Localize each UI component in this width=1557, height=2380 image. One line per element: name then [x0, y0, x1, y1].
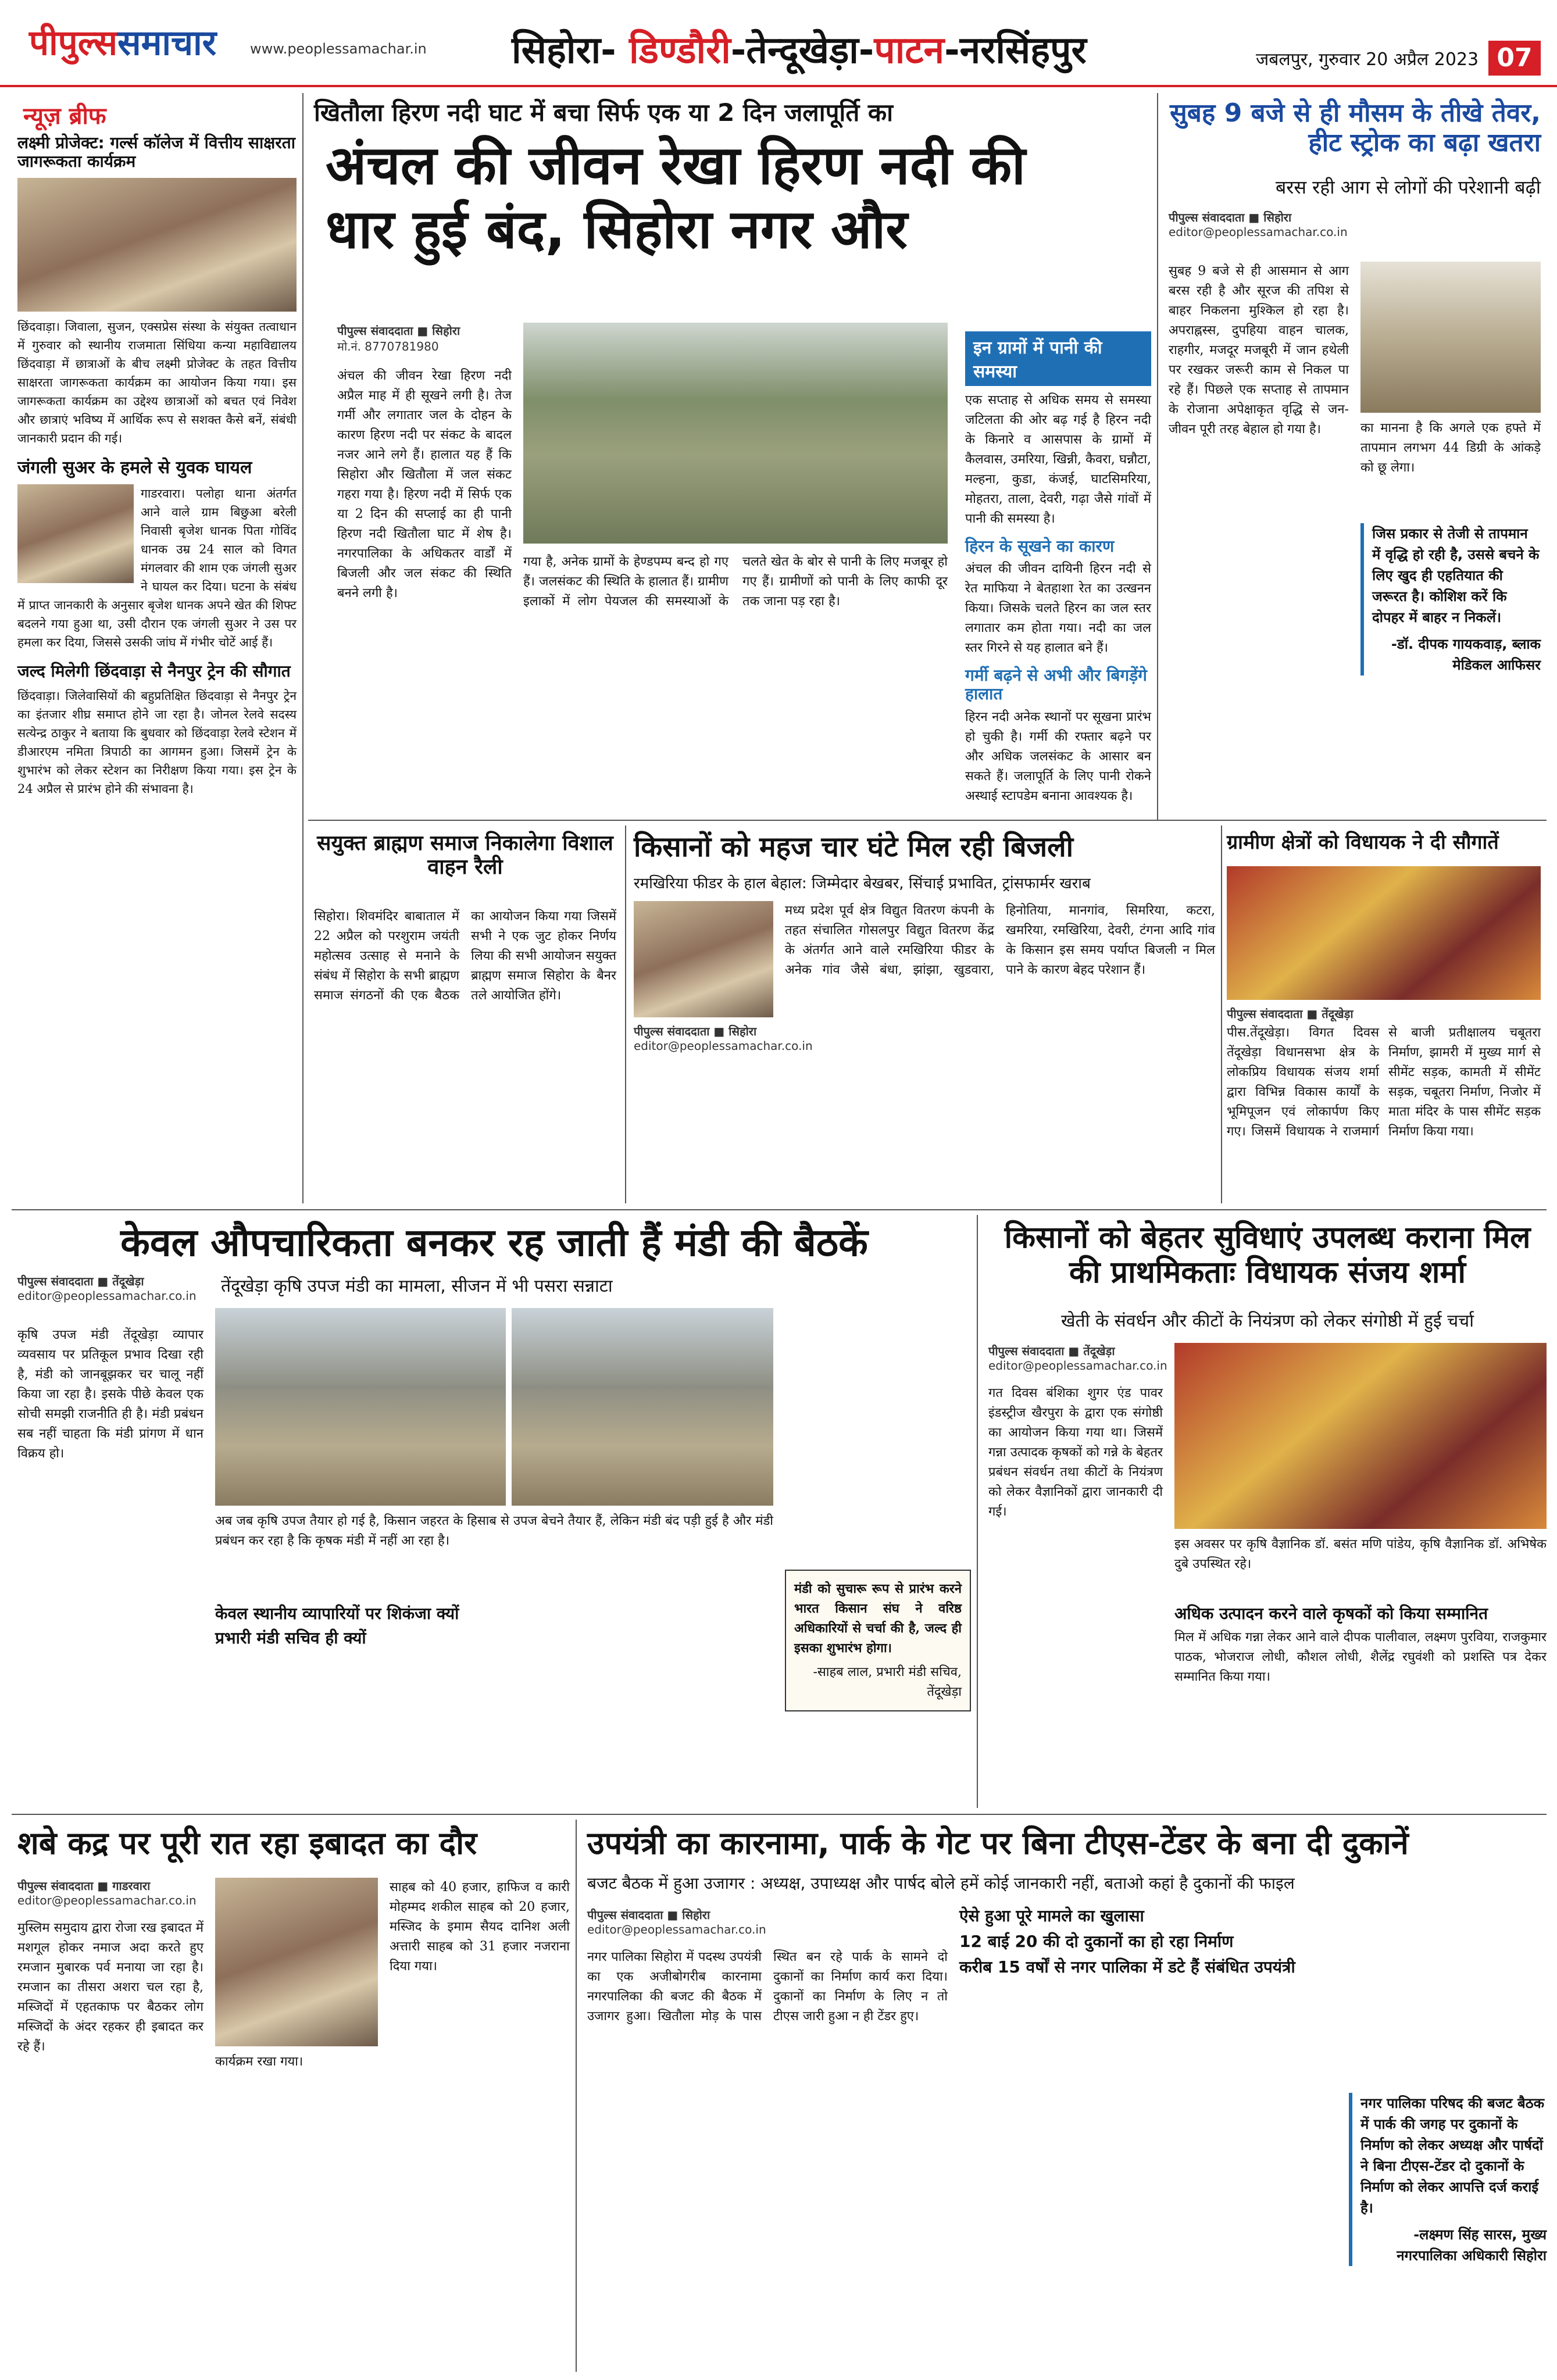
byline-text: पीपुल्स संवाददाता ■ सिहोरा [634, 1024, 757, 1038]
edition-part: डिण्डौरी [616, 29, 731, 72]
email: editor@peoplessamachar.co.in [1169, 225, 1348, 239]
edition-part: -नरसिंहपुर [944, 29, 1087, 72]
dry-river-photo [523, 323, 948, 544]
subhead: करीब 15 वर्षों से नगर पालिका में डटे हैं संबंधित उपयंत्री [959, 1957, 1295, 1977]
students-photo [17, 178, 297, 312]
rally-body: सिहोरा। शिवमंदिर बाबाताल में 22 अप्रैल को परशुराम जयंती महोत्सव उत्साह से मनाने के संबंध में सिहोरा के सभी ब्राह्मण समाज संगठनों की एक बैठक का आयोजन किया गया जिसमें सभी ने एक जुट होकर निर्णय लिया की सभी आयोजन सयुक्त ब्राह्मण समाज सिहोरा के बैनर तले आयोजित होंगे। [314, 909, 616, 1003]
edition-part: पाटन [874, 29, 945, 72]
subhead: हिरन के सूखने का कारण [965, 537, 1115, 556]
farmers-photo-caption: इस अवसर पर कृषि वैज्ञानिक डॉ. बसंत मणि पांडेय, कृषि वैज्ञानिक डॉ. अभिषेक दुबे उपस्थित रहे। [1174, 1537, 1547, 1571]
farmers-deck: खेती के संवर्धन और कीटों के नियंत्रण को लेकर संगोष्ठी में हुई चर्चा [1060, 1311, 1474, 1331]
subhead: प्रभारी मंडी सचिव ही क्यों [215, 1628, 366, 1648]
lead-body: अंचल की जीवन रेखा हिरण नदी अप्रैल माह में ही सूखने लगी है। तेज गर्मी और लगातार जल के दोहन के कारण हिरण नदी पर संकट के बादल नजर आने लगे हैं। हालात यह हैं कि सिहोरा और खितौला में जल संकट गहरा गया है। हिरण नदी में सिर्फ एक या 2 दिन की सप्लाई का ही पानी हिरण नदी खितौला घाट में शेष है। नगरपालिका के अधिकतर वार्डों में बिजली और जल संकट की स्थिति बनने लगी है। [337, 369, 512, 601]
brief-body: गाडरवारा। पलोहा थाना अंतर्गत आने वाले ग्राम बिछुआ बरेली निवासी बृजेश धानक पिता गोविंद धानक उम्र 24 साल को विगत मंगलवार की शाम एक जंगली सुअर ने घायल कर दिया। घटना के संबंध में प्राप्त जानकारी के अनुसार बृजेश धानक अपने खेत की शिफ्ट बदलने गया हुआ था, उसी दौरान एक जंगली सुअर ने उस पर हमला कर दिया, जिससे उसकी जांघ में गंभीर चोटें आई हैं। [17, 486, 297, 649]
mandi-body: कृषि उपज मंडी तेंदूखेड़ा व्यापार व्यवसाय पर प्रतिकूल प्रभाव दिखा रही है, मंडी को जानबूझकर चर चालू नहीं किया जा रहा है। इसके पीछे केवल एक सोची समझी राजनीति ही है। मंडी प्रबंधन सब नहीं चाहता कि मंडी प्रांगण में धान विक्रय हो। [17, 1328, 203, 1461]
mandi-yard-photo [512, 1308, 773, 1506]
email: editor@peoplessamachar.co.in [587, 1922, 766, 1936]
byline-text: पीपुल्स संवाददाता ■ सिहोरा [587, 1908, 710, 1922]
email: editor@peoplessamachar.co.in [988, 1359, 1167, 1373]
news-brief-column [17, 134, 297, 1203]
subhead: ऐसे हुआ पूरे मामले का खुलासा [959, 1906, 1144, 1925]
quote-attribution: -लक्ष्मण सिंह सारस, मुख्य नगरपालिका अधिकारी सिहोरा [1397, 2227, 1547, 2264]
rally-headline: सयुक्त ब्राह्मण समाज निकालेगा विशाल वाहन रैली [317, 831, 613, 880]
shops-byline [587, 1907, 766, 1936]
brand-red: पीपुल्स [29, 23, 118, 63]
subhead: केवल स्थानीय व्यापारियों पर शिकंजा क्यों [215, 1604, 459, 1623]
farmers-body: गत दिवस बंशिका शुगर एंड पावर इंडस्ट्रीज खैरपुरा के द्वारा एक संगोष्ठी का आयोजन किया गया था। जिसमें गन्ना उत्पादक कृषकों को गन्ने के बेहतर प्रबंधन संवर्धन तथा कीटों के नियंत्रण को लेकर वैज्ञानिकों द्वारा जानकारी दी गई। [988, 1386, 1163, 1519]
doctor-quote [1360, 523, 1541, 676]
villages-box-body: एक सप्ताह से अधिक समय से समस्या जटिलता की ओर बढ़ गई है हिरन नदी के किनारे व आसपास के ग्रामों में कैलवास, उमरिया, खिन्नी, कैवरा, घन्नौटा, मल्हना, कुडा, कंजई, घाटसिमरिया, मोहतरा, ताला, देवरी, गढ़ा जैसे गांवों में पानी की समस्या है। [965, 393, 1151, 526]
mla-event-photo [1227, 866, 1541, 1000]
quote-attribution: -डॉ. दीपक गायकवाड़, ब्लाक मेडिकल आफिसर [1391, 636, 1541, 673]
mandi-notice-box [785, 1570, 971, 1711]
dateline: जबलपुर, गुरुवार 20 अप्रैल 2023 [1256, 49, 1479, 70]
mla-headline: ग्रामीण क्षेत्रों को विधायक ने दी सौगातें [1227, 831, 1499, 854]
notice-attribution: -साहब लाल, प्रभारी मंडी सचिव, तेंदूखेड़ा [813, 1665, 962, 1699]
quote-text: जिस प्रकार से तेजी से तापमान में वृद्धि हो रही है, उससे बचने के लिए खुद ही एहतियात की जरूरत है। कोशिश करें कि दोपहर में बाहर न निकलें। [1372, 526, 1540, 626]
brief-headline: जल्द मिलेगी छिंदवाड़ा से नैनपुर ट्रेन की सौगात [17, 661, 291, 681]
subhead: गर्मी बढ़ने से अभी और बिगड़ेंगे हालात [965, 666, 1147, 704]
empty-road-photo [1360, 262, 1541, 413]
brief-body: छिंदवाड़ा। जिवाला, सुजन, एक्सप्रेस संस्था के संयुक्त तत्वाधान में गुरुवार को स्थानीय राजमाता सिंधिया कन्या महाविद्यालय छिंदवाड़ा में छात्राओं के बीच लक्ष्मी प्रोजेक्ट के तहत वित्तीय साक्षरता जागरूकता कार्यक्रम का आयोजन किया गया। इस जागरूकता कार्यक्रम का उद्देश्य छात्राओं को बचत एवं निवेश और छात्राएं भविष्य में आर्थिक रूप से सशक्त कैसे बनें, संबंधी जानकारी प्रदान की गई। [17, 320, 297, 446]
villages-box-title: इन ग्रामों में पानी की समस्या [965, 331, 1151, 386]
farmers-headline: किसानों को बेहतर सुविधाएं उपलब्ध कराना मिल की प्राथमिकताः विधायक संजय शर्मा [1004, 1220, 1531, 1290]
subhead-body: हिरन नदी अनेक स्थानों पर सूखना प्रारंभ हो चुकी है। गर्मी की रफ्तार बढ़ने पर और अधिक जलसंकट के आसार बन सकते हैं। जलापूर्ति के लिए पानी रोकने अस्थाई स्टापडेम बनाना आवश्यक है। [965, 709, 1151, 803]
brief-body: छिंदवाड़ा। जिलेवासियों की बहुप्रतिक्षित छिंदवाड़ा से नैनपुर ट्रेन का इंतजार शीघ्र समाप्त होने जा रहा है। जोनल रेलवे सदस्य सत्येन्द्र ठाकुर ने बताया कि बुधवार को छिंदवाड़ा रेलवे स्टेशन में डीआरएम नमिता त्रिपाठी का आगमन हुआ। जिसमें ट्रेन के शुभारंभ को लेकर स्टेशन का निरीक्षण किया गया। इस ट्रेन के 24 अप्रैल से प्रारंभ होने की संभावना है। [17, 689, 297, 796]
mla-byline: पीपुल्स संवाददाता ■ तेंदूखेड़ा [1227, 1007, 1354, 1021]
mosque-event-photo [215, 1878, 378, 2046]
power-deck: रमखिरिया फीडर के हाल बेहाल: जिम्मेदार बेखबर, सिंचाई प्रभावित, ट्रांसफार्मर खराब [634, 875, 1091, 892]
edition-part: -तेन्दूखेड़ा- [730, 29, 874, 72]
seminar-photo [1174, 1343, 1547, 1529]
weather-byline [1169, 209, 1541, 239]
lead-headline-line: अंचल की जीवन रेखा हिरण नदी की [326, 134, 1026, 196]
subhead: 12 बाई 20 की दो दुकानों का हो रहा निर्माण [959, 1932, 1234, 1952]
shops-deck: बजट बैठक में हुआ उजागर : अध्यक्ष, उपाध्यक्ष और पार्षद बोले हमें कोई जानकारी नहीं, बताओ कहां है दुकानों की फाइल [587, 1874, 1295, 1893]
lead-body-continued: गया है, अनेक ग्रामों के हेण्डपम्प बन्द हो गए हैं। जलसंकट की स्थिति के हालात हैं। ग्रामीण इलाकों में लोग पेयजल की समस्याओं के चलते खेत के बोर से पानी के लिए मजबूर हो गए हैं। ग्रामीणों को पानी के लिए काफी दूर तक जाना पड़ रहा है। [523, 555, 948, 609]
power-body: मध्य प्रदेश पूर्व क्षेत्र विद्युत वितरण कंपनी के तहत संचालित गोसलपुर विद्युत वितरण केंद्र के अंतर्गत आने वाले रमखिरिया फीडर के अनेक गांव जैसे बंधा, झांझा, खुडवारा, हिनोतिया, मानगांव, सिमरिया, कटरा, खमरिया, रमखिरिया, देवरी, टंगना आदि गांव के किसान इस समय पर्याप्त बिजली न मिल पाने के कारण बेहद परेशान हैं। [785, 903, 1215, 977]
quote-text: नगर पालिका परिषद की बजट बैठक में पार्क की जगह पर दुकानों के निर्माण को लेकर अध्यक्ष और पार्षदों ने बिना टीएस-टेंडर दो दुकानों के निर्माण को लेकर आपत्ति दर्ज कराई है। [1360, 2095, 1545, 2216]
shabe-photo-caption: कार्यक्रम रखा गया। [215, 2054, 303, 2069]
notice-text: मंडी को सुचारू रूप से प्रारंभ करने भारत किसान संघ ने वरिष्ठ अधिकारियों से चर्चा की है, जल्द ही इसका शुभारंभ होगा। [794, 1581, 962, 1656]
byline-text: पीपुल्स संवाददाता ■ तेंदूखेड़ा [17, 1274, 144, 1288]
weather-headline: सुबह 9 बजे से ही मौसम के तीखे तेवर, हीट स्ट्रोक का बढ़ा खतरा [1170, 98, 1541, 158]
shops-headline: उपयंत्री का कारनामा, पार्क के गेट पर बिना टीएस-टेंडर के बना दी दुकानें [587, 1825, 1409, 1861]
email: editor@peoplessamachar.co.in [634, 1039, 813, 1053]
mandi-headline: केवल औपचारिकता बनकर रह जाती हैं मंडी की बैठकें [120, 1220, 868, 1265]
mandi-photo-caption: अब जब कृषि उपज तैयार हो गई है, किसान जहरत के हिसाब से उपज बेचने तैयार हैं, लेकिन मंडी बंद पड़ी हुई है और मंडी प्रबंधन कर रहा है कि कृषक मंडी में नहीं आ रहा है। [215, 1514, 773, 1548]
byline-text: पीपुल्स संवाददाता ■ सिहोरा [337, 324, 460, 338]
mandi-subsections [215, 1604, 773, 1808]
news-brief-tag: न्यूज़ ब्रीफ [23, 103, 106, 130]
photo-caption: का मानना है कि अगले एक हफ्ते में तापमान लगभग 44 डिग्री के आंकड़े को छू लेगा। [1360, 421, 1541, 475]
edition-part: सिहोरा- [512, 29, 616, 72]
subhead-body: अंचल की जीवन दायिनी हिरन नदी से रेत माफिया ने बेतहाशा रेत का उत्खनन किया। जिसके चलते हिरन का जल स्तर लगातार कम होता गया। नदी का जल स्तर गिरने से यह हालात बने हैं। [965, 562, 1151, 656]
byline-text: पीपुल्स संवाददाता ■ सिहोरा [1169, 210, 1292, 224]
newspaper-logo [29, 17, 427, 64]
subhead-body: मिल में अधिक गन्ना लेकर आने वाले दीपक पालीवाल, लक्ष्मण पुरविया, राजकुमार पाठक, भोजराज लोधी, कौशल लोधी, शैलेंद्र रघुवंशी को प्रशस्ति पत्र देकर सम्मानित किया गया। [1174, 1630, 1547, 1685]
shabe-byline [17, 1878, 203, 1907]
mobile-number: मो.नं. 8770781980 [337, 340, 439, 353]
farmers-photo [634, 901, 773, 1017]
edition-title [512, 23, 1209, 74]
shabe-body-continued: साहब को 40 हजार, हाफिज व कारी मोहम्मद शकील साहब को 20 हजार, मस्जिद के इमाम सैयद दानिश अली अत्तारी साहब को 31 हजार नजराना दिया गया। [390, 1880, 570, 1974]
weather-body: सुबह 9 बजे से ही आसमान से आग बरस रही है और सूरज की तपिश से बाहर निकलना मुश्किल हो रहा है। अपराह्नस्स, दुपहिया वाहन चालक, राहगीर, मजदूर मजबूरी में जान हथेली पर रखकर जरूरी काम से निकल पा रहे हैं। पिछले एक सप्ताह से तापमान के रोजाना अपेक्षाकृत वृद्धि से जन-जीवन पूरी तरह बेहाल हो गया है। [1169, 264, 1349, 437]
shops-body: नगर पालिका सिहोरा में पदस्थ उपयंत्री का एक अजीबोगरीब कारनामा नगरपालिका की बजट की बैठक में उजागर हुआ। खितौला मोड़ के पास स्थित बन रहे पार्क के सामने दो दुकानों का निर्माण कार्य करा दिया। दुकानों का निर्माण के लिए न तो टीएस जारी हुआ न ही टेंडर हुए। [587, 1950, 948, 2024]
shabe-body: मुस्लिम समुदाय द्वारा रोजा रख इबादत में मशगूल होकर नमाज अदा करते हुए रमजान मुबारक पर्व मनाया जा रहा है। रमजान का तीसरा अशरा चल रहा है, मस्जिदों में एहतकाफ पर बैठकर लोग मस्जिदों के अंदर रहकर ही इबादत कर रहे हैं। [17, 1921, 203, 2054]
subhead: अधिक उत्पादन करने वाले कृषकों को किया सम्मानित [1174, 1604, 1488, 1623]
mandi-deck: तेंदूखेड़ा कृषि उपज मंडी का मामला, सीजन में भी पसरा सन्नाटा [221, 1276, 613, 1296]
byline-text: पीपुल्स संवाददाता ■ तेंदूखेड़ा [988, 1344, 1115, 1358]
power-byline [634, 1023, 813, 1053]
farmers-subsection [1174, 1604, 1547, 1808]
cmo-quote [1349, 2093, 1547, 2266]
injured-man-photo [17, 484, 134, 583]
lead-kicker: खितौला हिरण नदी घाट में बचा सिर्फ एक या 2 दिन जलापूर्ति का [314, 98, 894, 127]
brief-headline: जंगली सुअर के हमले से युवक घायल [17, 458, 252, 478]
shabe-headline: शबे कद्र पर पूरी रात रहा इबादत का दौर [17, 1825, 477, 1861]
mandi-shed-photo [215, 1308, 506, 1506]
lead-headline-line: धार हुई बंद, सिहोरा नगर और [326, 198, 908, 260]
lead-byline [337, 323, 512, 354]
byline-text: पीपुल्स संवाददाता ■ गाडरवारा [17, 1879, 151, 1893]
email: editor@peoplessamachar.co.in [17, 1893, 197, 1907]
shops-subsections [959, 1907, 1337, 2372]
page-number: 07 [1488, 41, 1541, 76]
website-url: www.peoplessamachar.in [250, 41, 427, 57]
power-headline: किसानों को महज चार घंटे मिल रही बिजली [634, 831, 1074, 863]
weather-deck: बरस रही आग से लोगों की परेशानी बढ़ी [1275, 176, 1541, 198]
mla-body: पीस.तेंदूखेड़ा। विगत दिवस तेंदूखेड़ा विधानसभा क्षेत्र के लोकप्रिय विधायक संजय शर्मा द्वारा विभिन्न विकास कार्यों के भूमिपूजन एवं लोकार्पण किए गए। जिसमें विधायक ने राजमार्ग से बाजी प्रतीक्षालय चबूतरा निर्माण, झामरी में मुख्य मार्ग से सीमेंट सड़क, कामती में सीमेंट सड़क, चबूतरा निर्माण, निजोर में माता मंदिर के पास सीमेंट सड़क निर्माण किया गया। [1227, 1025, 1541, 1139]
masthead [0, 0, 1557, 87]
brief-headline: लक्ष्मी प्रोजेक्ट: गर्ल्स कॉलेज में वित्तीय साक्षरता जागरूकता कार्यक्रम [17, 133, 295, 171]
brand-blue: समाचार [117, 23, 217, 63]
mandi-byline [17, 1273, 203, 1303]
farmers-byline [988, 1343, 1167, 1373]
email: editor@peoplessamachar.co.in [17, 1289, 197, 1303]
lead-headline [326, 134, 1151, 262]
lead-sidebar [965, 331, 1151, 814]
